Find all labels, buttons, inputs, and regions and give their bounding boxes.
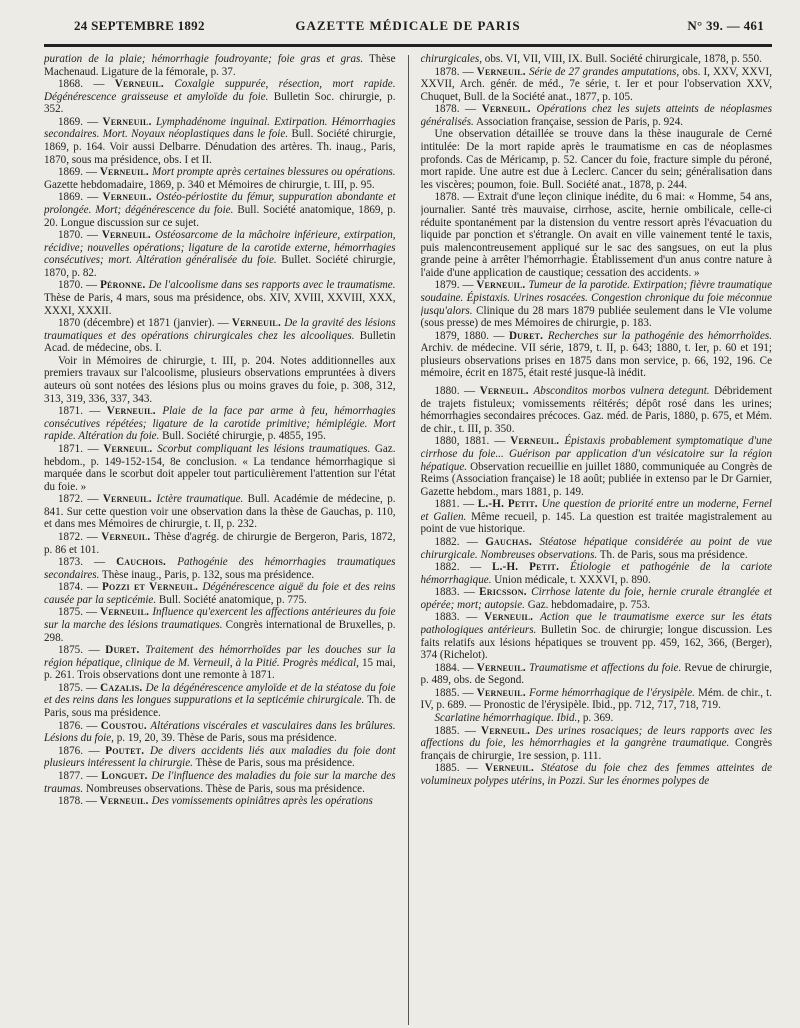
bibliography-entry xyxy=(44,355,396,405)
entry-author: Cauchois. xyxy=(116,556,178,569)
entry-author: Verneuil. xyxy=(106,405,163,418)
entry-year: 1870 (décembre) et 1871 (janvier). — xyxy=(58,317,232,330)
entry-author: Gauchas. xyxy=(485,535,540,548)
entry-year: 1878. — xyxy=(434,191,478,204)
bibliography-entry xyxy=(44,279,396,317)
entry-author: Verneuil. xyxy=(103,442,158,455)
entry-title: Des vomissements opiniâtres après les opérations xyxy=(151,795,373,808)
entry-title: Ictère traumatique. xyxy=(156,493,244,506)
bibliography-entry xyxy=(44,229,396,279)
entry-author: Duret. xyxy=(105,644,146,657)
publication-title: GAZETTE MÉDICALE DE PARIS xyxy=(295,18,521,33)
entry-year: 1869. — xyxy=(58,166,100,179)
entry-reference: Bull. Société chirurgie, 1869, p. 164. Voir aussi Delbarre. Dénudation des artères. Th. inaug., Paris, 1870, sous ma présidence, obs. I et II. xyxy=(44,128,396,166)
entry-author: Verneuil. xyxy=(481,724,536,737)
bibliography-entry xyxy=(421,103,773,128)
entry-reference: Congrès international de Bruxelles, p. 298. xyxy=(44,619,396,644)
entry-author: L.-H. Petit. xyxy=(491,561,570,574)
entry-title: Forme hémorrhagique de l'érysipèle. xyxy=(529,686,695,699)
bibliography-entry xyxy=(44,644,396,682)
entry-author: Verneuil. xyxy=(100,606,153,619)
entry-title: Opérations chez les sujets atteints de néoplasmes généralisés. xyxy=(420,103,773,128)
entry-reference: Débridement de trajets fistuleux; vomissements réitérés; dépôt rosé dans les urines; hémorrhagies secondaires précoces. Gaz. méd. de Paris, 1880, p. 675, et Mém. de chir., t. III, p. 350. xyxy=(420,385,773,435)
entry-year: 1878. — xyxy=(434,65,477,78)
entry-year: 1875. — xyxy=(58,606,101,619)
bibliography-entry xyxy=(421,66,773,104)
bibliography-entry xyxy=(421,725,773,763)
entry-title: Traumatisme et affections du foie. xyxy=(529,661,682,674)
entry-author: Pozzi et Verneuil. xyxy=(102,581,203,594)
entry-reference: Bulletin Acad. de médecine, obs. I. xyxy=(44,329,396,355)
entry-reference: Union médicale, t. XXXVI, p. 890. xyxy=(491,573,651,586)
entry-title: Épistaxis probablement symptomatique d'une cirrhose du foie... Guérison par application d'un vésicatoire sur la région hépatique. xyxy=(420,435,773,473)
entry-year: 1884. — xyxy=(434,661,477,674)
entry-title: Stéatose hépatique considérée au point de vue chirurgicale. Nombreuses observations. xyxy=(420,535,772,561)
entry-year: 1876. — xyxy=(58,719,101,732)
entry-author: L.-H. Petit. xyxy=(477,498,542,511)
entry-title: Traitement des hémorrhoïdes par les douches sur la région hépatique, clinique de M. Verneuil, à la Pitié. Progrès médical, xyxy=(44,644,396,669)
bibliography-entry xyxy=(421,385,773,435)
column-divider xyxy=(408,55,409,1025)
entry-year: 1870. — xyxy=(58,279,101,292)
entry-author: Verneuil. xyxy=(484,611,541,624)
entry-author: Verneuil. xyxy=(102,493,157,506)
entry-author: Verneuil. xyxy=(99,795,152,808)
entry-author: Verneuil. xyxy=(476,65,530,78)
bibliography-entry xyxy=(421,536,773,561)
entry-title: Scorbut compliquant les lésions traumatiques. xyxy=(157,442,371,455)
entry-reference: Thèse de Paris, 4 mars, sous ma présidence, obs. XIV, XVIII, XXVIII, XXX, XXXI, XXXII. xyxy=(44,291,396,317)
entry-title: Lymphadénome inguinal. Extirpation. Hémorrhagies secondaires. Mort. Noyaux néoplastiques dans le foie. xyxy=(44,115,396,141)
bibliography-entry xyxy=(421,712,773,725)
entry-year: 1883. — xyxy=(434,586,480,599)
entry-year: 1880, 1881. — xyxy=(434,435,511,448)
entry-title: Recherches sur la pathogénie des hémorrhoïdes. xyxy=(547,329,772,342)
entry-reference: Extrait d'une leçon clinique inédite, du 6 mai: « Homme, 54 ans, journalier. Santé très mauvaise, cirrhose, ascite, hernie ombilicale, celle-ci réduite spontanément par la distension du ventre ressort après l'évacuation du liquide par ponction et s'étrangle. On avait en ville vainement tenté le taxis, puis malencontreusement appliqué sur le sac des sangsues, on eut la plus grande peine à arrêter l'hémorrhagie. Établissement d'un anus contre nature à l'aide d'une application de caustique; cessation des accidents. » xyxy=(420,191,773,279)
entry-year: 1878. — xyxy=(58,795,100,808)
entry-title: Série de 27 grandes amputations, xyxy=(529,65,680,78)
entry-reference: Observation recueillie en juillet 1880, communiquée au Congrès de Reims (Association française) le 18 août; publiée in extenso par le Dr Garnier, Gazette hebdom., mars 1881, p. 149. xyxy=(420,460,773,498)
entry-reference: Une observation détaillée se trouve dans la thèse inaugurale de Cerné intitulée: De la mort rapide après le traumatisme en cas de néoplasmes profonds. Cas de Méricamp, p. 52. Cancer du foie, fracture simple du péroné, mort rapide. Une autre est due à Leclerc. Cancer du sein; généralisation dans les viscères; poumon, foie. Bull. Société anat., 1878, p. 244. xyxy=(420,128,773,191)
entry-author: Péronne. xyxy=(100,279,149,292)
entry-title: De la dégénérescence amyloïde et de la stéatose du foie et des reins dans les longues suppurations et la septicémie chirurgicale. xyxy=(44,681,396,707)
bibliography-entry xyxy=(44,720,396,745)
bibliography-entry xyxy=(44,166,396,191)
entry-year: 1872. — xyxy=(58,530,102,543)
entry-reference: Mém. de chir., t. IV, p. 689. — Pronostic de l'érysipèle. Ibid., pp. 712, 717, 718, 719. xyxy=(420,686,773,712)
entry-title: Une question de priorité entre un moderne, Fernel et Galien. xyxy=(420,498,773,523)
entry-year: 1871. — xyxy=(58,405,107,418)
entry-title: Cirrhose latente du foie, hernie crurale étranglée et opérée; mort; autopsie. xyxy=(420,586,773,611)
page-number: N° 39. — 461 xyxy=(687,18,764,33)
entry-reference: Revue de chirurgie, p. 489, obs. de Segond. xyxy=(420,661,773,687)
bibliography-entry xyxy=(44,78,396,116)
bibliography-entry xyxy=(421,561,773,586)
entry-year: 1885. — xyxy=(434,724,482,737)
bibliography-entry xyxy=(44,682,396,720)
header-date: 24 SEPTEMBRE 1892 xyxy=(74,18,205,33)
bibliography-entry xyxy=(421,53,773,66)
entry-year: 1877. — xyxy=(58,769,102,782)
bibliography-entry xyxy=(44,443,396,493)
entry-author: Verneuil. xyxy=(99,166,152,179)
entry-year: 1882. — xyxy=(434,535,486,548)
entry-reference: obs. VI, VII, VIII, IX. Bull. Société chirurgicale, 1878, p. 550. xyxy=(482,53,762,65)
entry-reference: Th. de Paris, sous ma présidence. xyxy=(44,694,396,720)
bibliography-entry xyxy=(44,405,396,443)
entry-year: 1874. — xyxy=(58,581,103,594)
entry-author: Duret. xyxy=(508,329,548,342)
bibliography-entry xyxy=(44,745,396,770)
entry-author: Coustou. xyxy=(100,719,151,732)
entry-reference: Th. de Paris, sous ma présidence. xyxy=(597,548,748,561)
entry-author: Longuet. xyxy=(101,769,152,782)
entry-reference: p. 19, 20, 39. Thèse de Paris, sous ma présidence. xyxy=(113,732,337,745)
bibliography-entry xyxy=(44,795,396,808)
entry-author: Poutet. xyxy=(105,744,150,757)
bibliography-entry xyxy=(421,279,773,329)
entry-reference: Archiv. de médecine. VII série, 1879, t. II, p. 643; 1880, t. Ier, p. 60 et 191; plusieurs observations prises en 1875 dans mon service, p. 66, 192, 196. Ce mémoire, écrit en 1875, était resté jusque-là inédit. xyxy=(420,342,773,380)
entry-author: Verneuil. xyxy=(476,661,530,674)
entry-author: Verneuil. xyxy=(101,229,155,242)
entry-reference: Voir in Mémoires de chirurgie, t. III, p. 204. Notes additionnelles aux premiers travaux sur l'alcoolisme, plusieurs observations empruntées à divers auteurs où sont notées des lésions plus ou moins graves du foie, p. 308, 312, 313, 319, 336, 337, 343. xyxy=(44,354,396,405)
entry-author: Verneuil. xyxy=(231,317,285,330)
entry-title: Stéatose du foie chez des femmes atteintes de volumineux polypes utérins, in Pozzi. Sur les énormes polypes de xyxy=(420,762,772,787)
entry-year: 1873. — xyxy=(58,556,117,569)
entry-author: Verneuil. xyxy=(481,103,537,116)
entry-reference: Congrès français de chirurgie, 1re session, p. 111. xyxy=(420,737,773,762)
entry-reference: Gazette hebdomadaire, 1869, p. 340 et Mémoires de chirurgie, t. III, p. 95. xyxy=(44,178,375,191)
entry-title: Tumeur de la parotide. Extirpation; fièvre traumatique soudaine. Épistaxis. Urines rosacées. Congestion chronique du foie méconnue jusqu'alors. xyxy=(420,279,773,317)
entry-author: Verneuil. xyxy=(479,385,534,398)
entry-year: 1879, 1880. — xyxy=(434,329,509,342)
bibliography-entry xyxy=(421,191,773,279)
bibliography-entry xyxy=(44,606,396,644)
entry-title: Plaie de la face par arme à feu, hémorrhagies consécutives répétées; ligature de la carotide primitive; hémiplégie. Mort rapide. Altération du foie. xyxy=(44,405,396,443)
entry-year: 1871. — xyxy=(58,442,104,455)
entry-reference: Thèse inaug., Paris, p. 132, sous ma présidence. xyxy=(99,568,315,581)
entry-title: De l'influence des maladies du foie sur la marche des traumas. xyxy=(44,769,396,795)
entry-title: Des urines rosaciques; de leurs rapports avec les affections du foie, les hémorrhagies et la gangrène traumatique. xyxy=(420,724,773,750)
entry-title: Scarlatine hémorrhagique. Ibid., xyxy=(434,712,581,725)
header-rule xyxy=(44,44,772,47)
entry-year: 1878. — xyxy=(434,103,482,116)
two-column-body xyxy=(44,53,772,1028)
entry-author: Verneuil. xyxy=(476,279,529,292)
bibliography-entry xyxy=(421,662,773,687)
right-column xyxy=(421,53,773,1028)
entry-year: 1885. — xyxy=(434,686,477,699)
entry-title: Absconditos morbos vulnera detegunt. xyxy=(533,385,710,398)
entry-reference: Nombreuses observations. Thèse de Paris, sous ma présidence. xyxy=(83,782,365,795)
entry-title: Étiologie et pathogénie de la cariote hémorrhagique. xyxy=(420,561,773,586)
entry-title: Mort prompte après certaines blessures ou opérations. xyxy=(151,166,396,179)
entry-reference: Bull. Société anatomique, p. 775. xyxy=(156,593,307,606)
entry-year: 1882. — xyxy=(434,561,492,574)
entry-author: Verneuil. xyxy=(484,762,542,775)
entry-title: chirurgicales, xyxy=(420,53,483,65)
entry-year: 1883. — xyxy=(434,611,485,624)
entry-title: Action que le traumatisme exerce sur les états pathologiques antérieurs. xyxy=(420,611,772,637)
entry-year: 1869. — xyxy=(58,191,103,204)
bibliography-entry xyxy=(421,687,773,712)
entry-year: 1872. — xyxy=(58,493,103,506)
bibliography-entry xyxy=(421,611,773,661)
entry-reference: Gaz. hebdom., p. 149-152-154, 8e conclusion. « La tendance hémorrhagique si marquée dans le scorbut doit appeler tout particulièrement l'attention sur l'état du foie. » xyxy=(44,442,396,493)
page-header xyxy=(44,14,772,36)
entry-title: puration de la plaie; hémorrhagie foudroyante; foie gras et gras. xyxy=(44,53,364,65)
bibliography-entry xyxy=(44,191,396,229)
entry-author: Verneuil. xyxy=(101,530,155,543)
entry-reference: Gaz. hebdomadaire, p. 753. xyxy=(524,598,651,611)
entry-author: Cazalis. xyxy=(100,681,146,694)
entry-year: 1881. — xyxy=(434,498,478,511)
entry-title: Ostéo-périostite du fémur, suppuration abondante et prolongée. Mort; dégénérescence du foie. xyxy=(44,191,396,216)
entry-author: Verneuil. xyxy=(102,115,156,128)
bibliography-entry xyxy=(44,556,396,581)
entry-reference: Bull. Société anatomique, 1869, p. 20. Longue discussion sur ce sujet. xyxy=(44,203,396,229)
bibliography-entry xyxy=(421,762,773,787)
entry-reference: Association française, session de Paris, p. 924. xyxy=(473,115,684,128)
bibliography-entry xyxy=(44,493,396,531)
bibliography-entry xyxy=(421,498,773,536)
entry-reference: Bulletin Soc. chirurgie, p. 352. xyxy=(44,90,396,116)
bibliography-entry xyxy=(44,116,396,166)
entry-year: 1868. — xyxy=(58,78,115,91)
entry-reference: Bulletin Soc. de chirurgie; longue discussion. Les faits relatifs aux lésions hépatiques se trouvent pp. 459, 162, 366, (Berger), 374 (Richelot). xyxy=(420,624,773,662)
bibliography-entry xyxy=(44,317,396,355)
entry-year: 1876. — xyxy=(58,744,106,757)
entry-year: 1875. — xyxy=(58,681,101,694)
bibliography-entry xyxy=(44,770,396,795)
entry-reference: Bullet. Société chirurgie, 1870, p. 82. xyxy=(44,254,396,279)
entry-author: Ericsson. xyxy=(479,586,532,599)
entry-author: Verneuil. xyxy=(510,435,565,448)
bibliography-entry xyxy=(44,581,396,606)
entry-reference: Thèse Machenaud. Ligature de la fémorale, p. 37. xyxy=(44,53,396,78)
entry-title: De l'alcoolisme dans ses rapports avec le traumatisme. xyxy=(148,279,396,292)
bibliography-entry xyxy=(44,53,396,78)
entry-author: Verneuil. xyxy=(476,686,530,699)
entry-reference: Même recueil, p. 145. La question est traitée magistralement au point de vue historique. xyxy=(420,510,773,536)
entry-author: Verneuil. xyxy=(102,191,156,204)
bibliography-entry xyxy=(421,435,773,498)
entry-title: De la gravité des lésions traumatiques et des opérations chirurgicales chez les alcooliques. xyxy=(44,317,396,342)
entry-reference: Clinique du 28 mars 1879 publiée seulement dans le VIe volume (sous presse) de mes Mémoires de chirurgie, p. 183. xyxy=(420,304,773,330)
bibliography-entry xyxy=(421,128,773,191)
entry-title: Pathogénie des hémorrhagies traumatiques secondaires. xyxy=(44,556,396,581)
bibliography-entry xyxy=(44,531,396,556)
entry-year: 1869. — xyxy=(58,115,103,128)
entry-year: 1880. — xyxy=(434,385,480,398)
entry-reference: 15 mai, p. 261. Trois observations dont une remonte à 1871. xyxy=(44,656,396,682)
entry-reference: p. 369. xyxy=(580,712,614,725)
entry-title: Ostéosarcome de la mâchoire inférieure, extirpation, récidive; nouvelles opérations; ligature de la carotide externe, hémorrhagies consécutives; mort. Altération généralisée du foie. xyxy=(44,229,396,267)
entry-title: De divers accidents liés aux maladies du foie dont plusieurs intéressent la chirurgie. xyxy=(44,744,396,770)
entry-year: 1875. — xyxy=(58,644,106,657)
entry-title: Influence qu'exercent les affections antérieures du foie sur la marche des lésions traumatiques. xyxy=(44,606,396,632)
entry-title: Altérations viscérales et vasculaires dans les brûlures. Lésions du foie, xyxy=(44,719,396,745)
entry-reference: Thèse d'agrég. de chirurgie de Bergeron, Paris, 1872, p. 86 et 101. xyxy=(44,530,396,556)
entry-reference: Thèse de Paris, sous ma présidence. xyxy=(192,757,355,770)
bibliography-entry xyxy=(421,330,773,380)
entry-reference: Bull. Académie de médecine, p. 841. Sur cette question voir une observation dans la thèse de Gauchas, p. 110, et dans mes Mémoires de chirurgie, t. II, p. 232. xyxy=(44,493,396,531)
entry-title: Coxalgie suppurée, résection, mort rapide. Dégénérescence graisseuse et amyloïde du foie. xyxy=(44,78,396,103)
left-column xyxy=(44,53,396,1028)
entry-year: 1879. — xyxy=(434,279,477,292)
entry-author: Verneuil. xyxy=(114,78,175,91)
entry-reference: obs. I, XXV, XXVI, XXVII, Arch. génér. de méd., 7e série, t. Ier et pour l'observation XXV, Chuquet, Bull. de la Société anat., 1877, p. 105. xyxy=(420,65,773,103)
entry-reference: Bull. Société chirurgie, p. 4855, 195. xyxy=(159,430,326,443)
entry-year: 1885. — xyxy=(434,762,485,775)
bibliography-entry xyxy=(421,586,773,611)
entry-title: Dégénérescence aiguë du foie et des reins causée par la septicémie. xyxy=(44,581,396,606)
entry-year: 1870. — xyxy=(58,229,102,242)
